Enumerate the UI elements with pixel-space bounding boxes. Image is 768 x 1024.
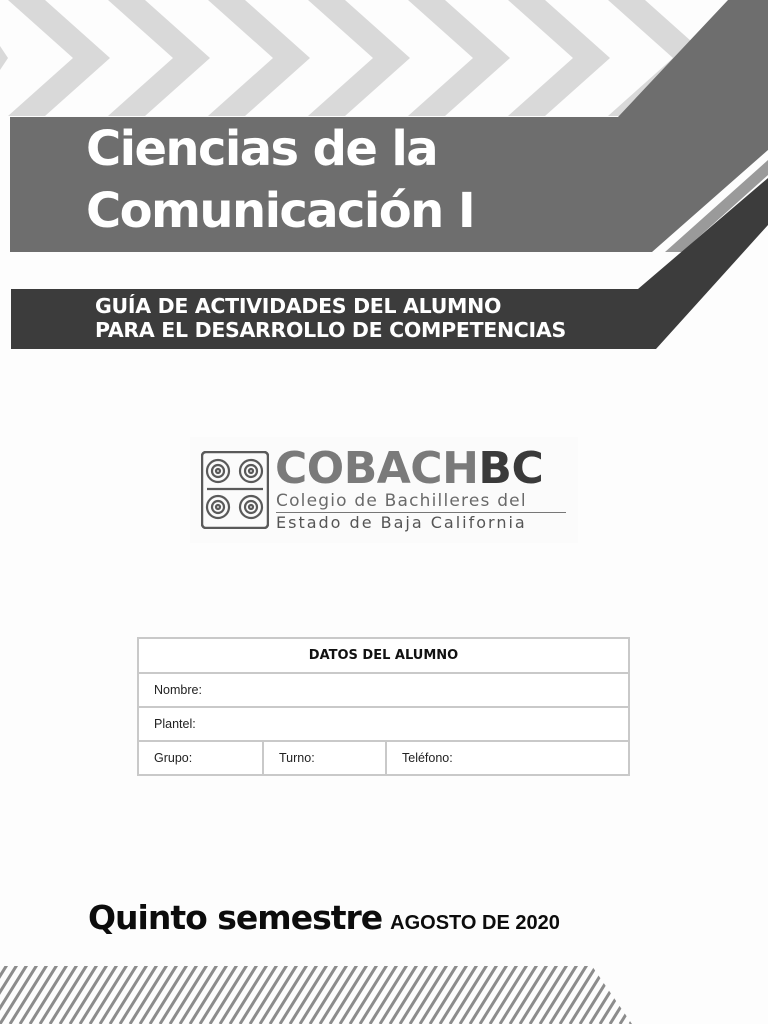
- cover-subtitle: [95, 294, 655, 342]
- logo-institution-line-2: Estado de Baja California: [276, 513, 527, 532]
- chevron-left-edge: [0, 46, 8, 70]
- turno-input[interactable]: [319, 745, 385, 771]
- plantel-cell: [139, 708, 628, 740]
- cover-title: [86, 118, 646, 242]
- logo-wordmark-main: COBACH: [275, 443, 479, 494]
- semester-label: Quinto semestre: [88, 898, 383, 937]
- nombre-input[interactable]: [206, 677, 628, 703]
- chevron-band: [8, 0, 710, 116]
- turno-cell: [262, 742, 385, 774]
- telefono-input[interactable]: [457, 745, 628, 771]
- nombre-label: Nombre:: [154, 683, 202, 697]
- logo-wordmark: [275, 443, 544, 494]
- institution-logo: [190, 437, 578, 543]
- spiral-emblem-icon: [201, 451, 269, 529]
- grupo-cell: [139, 742, 262, 774]
- telefono-label: Teléfono:: [402, 751, 453, 765]
- telefono-cell: [385, 742, 628, 774]
- grupo-label: Grupo:: [154, 751, 193, 765]
- edition-date: AGOSTO DE 2020: [390, 912, 560, 934]
- plantel-label: Plantel:: [154, 717, 196, 731]
- title-line-1: Ciencias de la: [86, 121, 438, 177]
- form-row-nombre: [139, 672, 628, 706]
- subtitle-line-2: PARA EL DESARROLLO DE COMPETENCIAS: [95, 318, 566, 342]
- plantel-input[interactable]: [200, 711, 628, 737]
- student-data-form: [137, 637, 630, 776]
- title-line-2: Comunicación I: [86, 183, 475, 239]
- logo-wordmark-suffix: BC: [478, 443, 544, 494]
- logo-institution-line-1: Colegio de Bachilleres del: [276, 491, 566, 513]
- form-row-plantel: [139, 706, 628, 740]
- subtitle-line-1: GUÍA DE ACTIVIDADES DEL ALUMNO: [95, 294, 502, 318]
- turno-label: Turno:: [279, 751, 315, 765]
- form-title: DATOS DEL ALUMNO: [308, 648, 459, 663]
- form-row-contact: [139, 740, 628, 774]
- grupo-input[interactable]: [196, 745, 262, 771]
- diagonal-stripes-decoration: [0, 960, 768, 1024]
- nombre-cell: [139, 674, 628, 706]
- form-header-row: [139, 639, 628, 672]
- semester-line: [88, 898, 560, 937]
